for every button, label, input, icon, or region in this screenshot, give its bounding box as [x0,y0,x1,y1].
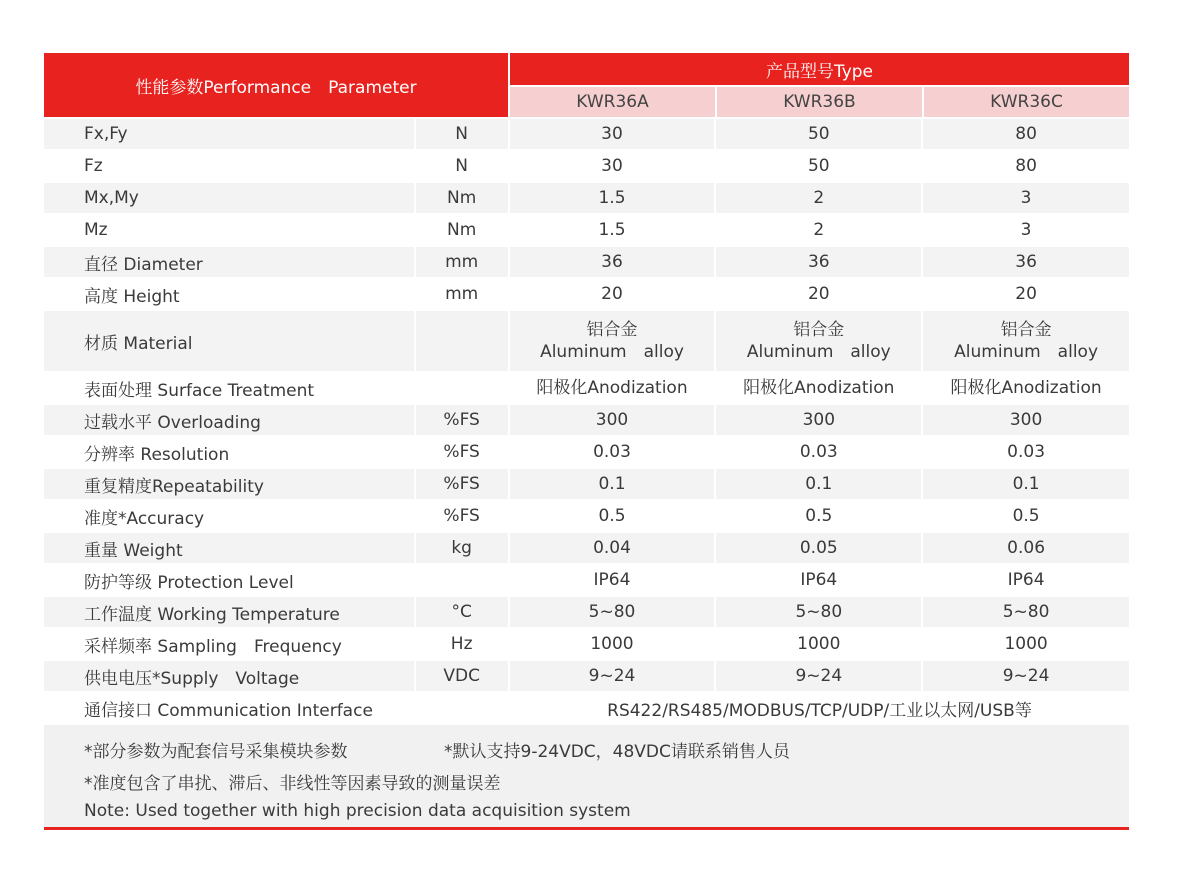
value-cell [923,247,1129,277]
row-unit: %FS [443,442,480,462]
value-text: 铝合金 [793,320,845,340]
value-text: 0.03 [1007,442,1046,462]
value-cell [716,629,921,659]
value-cell [716,565,921,595]
row-name: 高度 Height [84,286,180,307]
table-row [44,565,1129,595]
value-text: 0.5 [805,506,833,526]
value-cell [510,501,715,531]
value-cell [923,629,1129,659]
table-row [44,629,1129,659]
value-cell [510,437,715,467]
value-text: 20 [601,284,623,304]
value-cell [716,501,921,531]
value-text: 2 [813,188,825,208]
table-row [44,597,1129,627]
row-name: 供电电压*Supply Voltage [44,661,414,691]
value-cell [510,311,715,371]
value-text: 50 [807,124,830,144]
value-text: 300 [802,410,836,430]
value-text: IP64 [800,570,838,590]
value-cell [923,119,1129,149]
value-text: 9~24 [588,666,636,686]
row-unit [416,693,508,723]
table-row [44,373,1129,403]
value-cell [510,629,715,659]
value-cell [923,311,1129,371]
table-header [44,53,1129,117]
row-name: Mx,My [44,183,414,213]
row-name: 过载水平 Overloading [44,405,414,435]
value-text: 30 [601,156,623,176]
value-cell [510,279,715,309]
value-cell [923,373,1129,403]
spec-table [44,53,1129,830]
table-row [44,661,1129,691]
row-unit: mm [416,247,508,277]
value-cell [716,469,921,499]
value-cell [716,597,921,627]
value-cell [716,661,921,691]
table-row [44,533,1129,563]
row-name: 工作温度 Working Temperature [44,597,414,627]
row-name: 分辨率 Resolution [84,444,230,465]
value-text: 0.06 [1007,538,1046,558]
row-unit [416,373,508,403]
row-unit: °C [416,597,508,627]
value-text-line2: Aluminum alloy [746,342,891,362]
value-text-line2: Aluminum alloy [954,342,1099,362]
row-name: Mz [84,220,108,240]
row-name: 通信接口 Communication Interface [84,700,373,721]
value-cell [510,373,715,403]
value-cell [923,501,1129,531]
table-row [44,183,1129,213]
value-text: IP64 [593,570,631,590]
row-name: 采样频率 Sampling Frequency [84,636,342,657]
value-cell [510,183,715,213]
value-cell [923,533,1129,563]
value-text: 30 [601,124,623,144]
value-cell [923,183,1129,213]
row-unit: VDC [416,661,508,691]
value-cell [923,437,1129,467]
model-kwr36a: KWR36A [510,87,715,117]
value-text: 0.1 [598,474,626,494]
value-cell [716,373,921,403]
row-unit: Nm [416,183,508,213]
value-text: 0.05 [799,538,838,558]
value-cell [923,151,1129,181]
value-text: 36 [1015,252,1037,272]
value-cell [716,151,921,181]
value-cell [923,597,1129,627]
value-cell [716,533,921,563]
row-unit: mm [445,284,479,304]
value-text: 0.04 [593,538,631,558]
value-text: 36 [807,252,830,272]
value-cell [923,469,1129,499]
table-row [44,215,1129,245]
table-row-interface [44,693,1129,723]
value-cell [716,119,921,149]
note-4: Note: Used together with high precision data acquisition system [84,801,631,821]
value-cell [716,247,921,277]
value-cell [716,405,921,435]
table-row [44,247,1129,277]
row-name: 表面处理 Surface Treatment [84,380,315,401]
value-text: 9~24 [1002,666,1050,686]
table-row [44,405,1129,435]
value-text: 1000 [590,634,634,654]
value-text: 阳极化Anodization [743,378,895,398]
value-cell [510,151,715,181]
model-kwr36b: KWR36B [717,87,922,117]
value-text: 300 [595,410,629,430]
row-unit: %FS [416,469,508,499]
value-text: 9~24 [795,666,843,686]
row-name: 准度*Accuracy [84,508,205,529]
value-cell [923,565,1129,595]
value-text: 1000 [1004,634,1048,654]
row-unit: kg [416,533,508,563]
value-text: 300 [1009,410,1043,430]
table-body [44,119,1129,691]
table-row [44,501,1129,531]
value-text: 0.03 [593,442,631,462]
value-text: 1.5 [598,220,626,240]
value-cell [510,119,715,149]
row-name: 防护等级 Protection Level [84,572,294,593]
value-cell [716,183,921,213]
value-cell [510,247,715,277]
value-text: 36 [601,252,623,272]
row-unit: %FS [416,405,508,435]
model-header-row [510,87,1129,117]
table-row [44,279,1129,309]
row-name: Fx,Fy [44,119,414,149]
row-unit [416,565,508,595]
value-cell [716,215,921,245]
value-cell [510,597,715,627]
value-text: 1000 [797,634,841,654]
value-text: 0.5 [598,506,626,526]
value-text: 1.5 [598,188,626,208]
value-text: 5~80 [1002,602,1050,622]
note-1: *部分参数为配套信号采集模块参数 [84,742,348,762]
note-3: *准度包含了串扰、滞后、非线性等因素导致的测量误差 [84,774,501,794]
value-text: 5~80 [588,602,636,622]
row-name: 材质 Material [44,311,414,371]
value-text: 50 [807,156,830,176]
value-text: 80 [1015,124,1037,144]
note-2: *默认支持9-24VDC，48VDC请联系销售人员 [444,742,790,762]
table-row [44,437,1129,467]
value-cell [510,565,715,595]
row-name: 重量 Weight [44,533,414,563]
value-cell [923,215,1129,245]
row-unit: Hz [450,634,473,654]
row-unit: N [455,156,468,176]
value-text: 2 [813,220,825,240]
value-text: 阳极化Anodization [950,378,1102,398]
value-cell [510,405,715,435]
value-text: 铝合金 [1000,320,1052,340]
value-text: 3 [1020,220,1032,240]
value-cell [716,279,921,309]
row-unit: %FS [443,506,480,526]
value-text: 20 [1015,284,1037,304]
value-text: 0.5 [1012,506,1040,526]
value-cell [716,311,921,371]
value-text: 80 [1015,156,1037,176]
bottom-divider [44,827,1129,830]
value-text-line2: Aluminum alloy [540,342,684,362]
value-text: 5~80 [795,602,843,622]
notes-box [44,725,1129,827]
value-cell [510,215,715,245]
value-text: 20 [807,284,830,304]
value-cell [510,533,715,563]
value-text: IP64 [1007,570,1045,590]
product-type-header: 产品型号Type [510,53,1129,85]
row-unit: Nm [447,220,477,240]
value-cell [510,469,715,499]
table-row [44,311,1129,371]
row-name: 直径 Diameter [44,247,414,277]
value-text: 0.1 [1012,474,1040,494]
model-kwr36c: KWR36C [924,87,1129,117]
value-cell [923,279,1129,309]
value-text: 0.1 [805,474,833,494]
value-cell [510,661,715,691]
value-text: 铝合金 [586,320,638,340]
table-row [44,119,1129,149]
value-text: 阳极化Anodization [536,378,688,398]
row-unit [416,311,508,371]
value-text: 0.03 [799,442,838,462]
performance-parameter-header: 性能参数Performance Parameter [44,53,508,117]
value-text: 3 [1020,188,1032,208]
value-cell [716,437,921,467]
row-unit: N [416,119,508,149]
interface-value: RS422/RS485/MODBUS/TCP/UDP/工业以太网/USB等 [607,700,1032,721]
table-row [44,469,1129,499]
table-row [44,151,1129,181]
row-name: 重复精度Repeatability [44,469,414,499]
row-name: Fz [84,156,103,176]
value-cell [923,661,1129,691]
value-cell [923,405,1129,435]
